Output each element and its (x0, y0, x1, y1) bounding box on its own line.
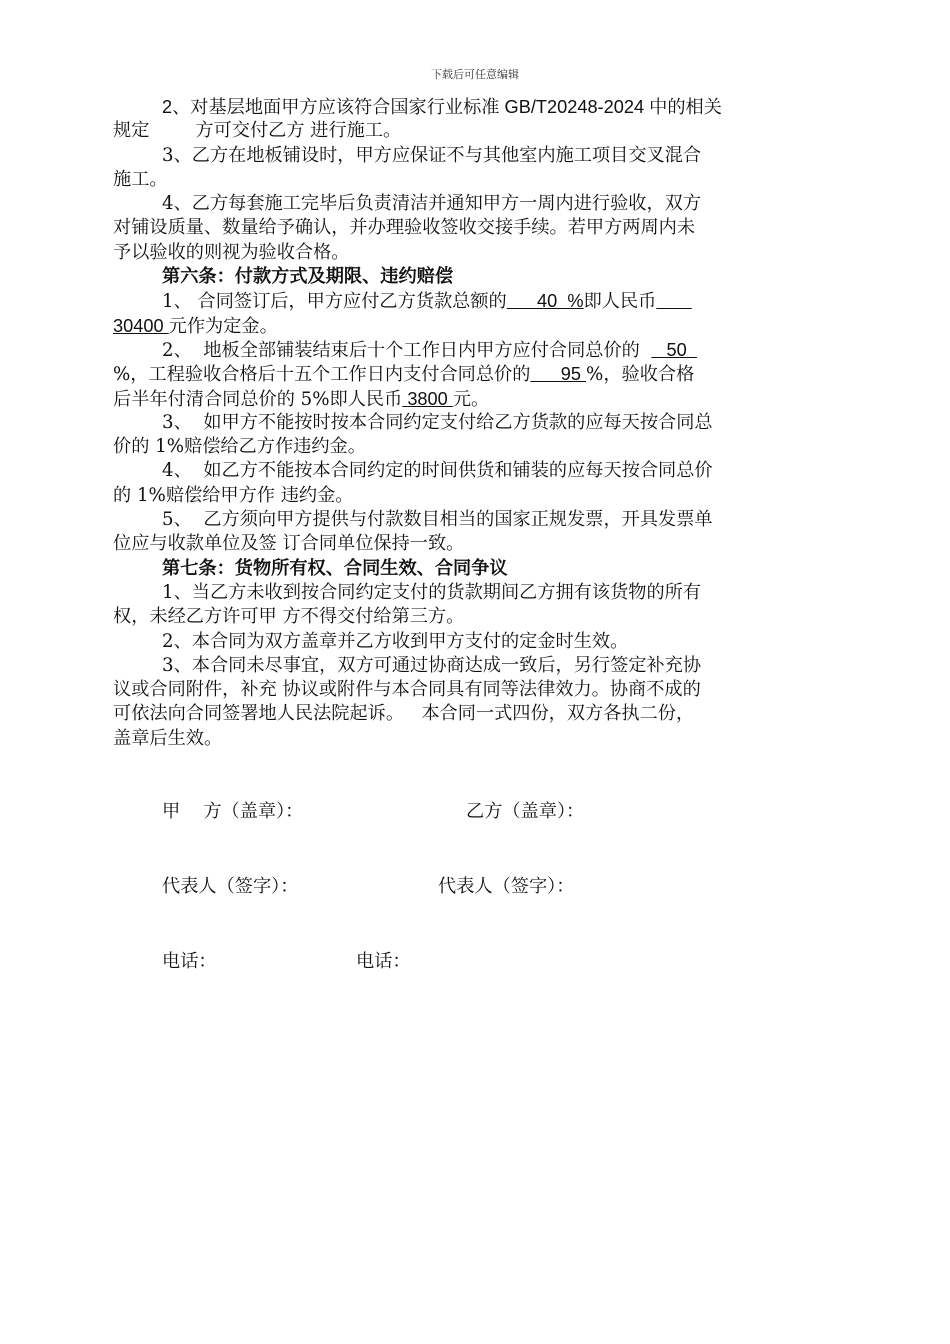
party-a-phone-label: 电话： (162, 951, 217, 972)
deposit-blank (656, 291, 691, 311)
party-b-representative-label: 代表人（签字）： (438, 876, 575, 897)
clause-5-item-4-line-1: 4、乙方每套施工完毕后负责清洁并通知甲方一周内进行验收，双方 (162, 193, 702, 215)
deposit-amount-field: 30400 (113, 315, 169, 336)
clause-6-item-4-line-1: 4、 如乙方不能按本合同约定的时间供货和铺装的应每天按合同总价 (162, 460, 713, 482)
clause-6-item-4-line-2: 的 1%赔偿给甲方作 违约金。 (113, 484, 354, 506)
deposit-percent-field: 40 % (506, 291, 584, 312)
party-b-seal-label: 乙方（盖章）： (466, 801, 585, 822)
clause-6-item-1-line-1: 1、 合同签订后，甲方应付乙方货款总额的 40 %即人民币 (113, 289, 835, 313)
clause-5-item-4-line-2: 对铺设质量、数量给予确认，并办理验收签收交接手续。若甲方两周内未 (113, 217, 696, 239)
clause-5-item-2-line-2: 规定 方可交付乙方 进行施工。 (113, 120, 402, 142)
clause-6-item-2-line-2: %，工程验收合格后十五个工作日内支付合同总价的 95 %，验收合格 (113, 364, 695, 386)
party-a-seal-label: 甲 方（盖章）： (162, 801, 304, 822)
contract-body (113, 95, 835, 751)
clause-7-item-3-line-4: 盖章后生效。 (113, 727, 223, 749)
clause-6-item-5-line-2: 位应与收款单位及签 订合同单位保持一致。 (113, 533, 465, 555)
second-payment-percent-field: 50 (651, 339, 697, 360)
clause-7-item-3-line-1: 3、本合同未尽事宜，双方可通过协商达成一致后，另行签定补充协 (162, 654, 702, 676)
clause-7-heading: 第七条：货物所有权、合同生效、合同争议 (162, 557, 508, 579)
clause-5-item-4-line-3: 予以验收的则视为验收合格。 (113, 241, 350, 263)
clause-7-item-3-line-3: 可依法向合同签署地人民法院起诉。 本合同一式四份，双方各执二份， (113, 703, 695, 725)
clause-7-item-1-line-1: 1、当乙方未收到按合同约定支付的货款期间乙方拥有该货物的所有 (162, 581, 702, 603)
clause-6-item-5-line-1: 5、 乙方须向甲方提供与付款数目相当的国家正规发票，开具发票单 (162, 509, 713, 531)
clause-7-item-2: 2、本合同为双方盖章并乙方收到甲方支付的定金时生效。 (162, 630, 629, 652)
clause-6-item-2-line-1: 2、 地板全部铺装结束后十个工作日内甲方应付合同总价的 50 (162, 339, 697, 361)
clause-6-item-2-line-3: 后半年付清合同总价的 5%即人民币 3800 元。 (113, 388, 490, 410)
clause-5-item-3-line-1: 3、乙方在地板铺设时，甲方应保证不与其他室内施工项目交叉混合 (162, 144, 702, 166)
third-payment-percent-field: 95 (530, 364, 587, 385)
party-b-phone-label: 电话： (356, 951, 411, 972)
final-payment-amount-field: 3800 (402, 388, 453, 409)
page-header-watermark: 下载后可任意编辑 (431, 68, 519, 81)
clause-5-item-3-line-2: 施工。 (113, 168, 168, 190)
clause-6-item-3-line-2: 价的 1%赔偿给乙方作违约金。 (113, 436, 366, 458)
clause-6-item-3-line-1: 3、 如甲方不能按时按本合同约定支付给乙方货款的应每天按合同总 (162, 411, 713, 433)
clause-5-item-2-line-1: 2、对基层地面甲方应该符合国家行业标准 GB/T20248-2024 中的相关 (162, 97, 722, 117)
clause-7-item-3-line-2: 议或合同附件，补充 协议或附件与本合同具有同等法律效力。协商不成的 (113, 679, 701, 701)
clause-6-heading: 第六条：付款方式及期限、违约赔偿 (162, 266, 454, 288)
clause-6-item-1-line-2: 30400 元作为定金。 (113, 315, 278, 337)
party-a-representative-label: 代表人（签字）： (162, 876, 299, 897)
clause-7-item-1-line-2: 权，未经乙方许可甲 方不得交付给第三方。 (113, 606, 465, 628)
